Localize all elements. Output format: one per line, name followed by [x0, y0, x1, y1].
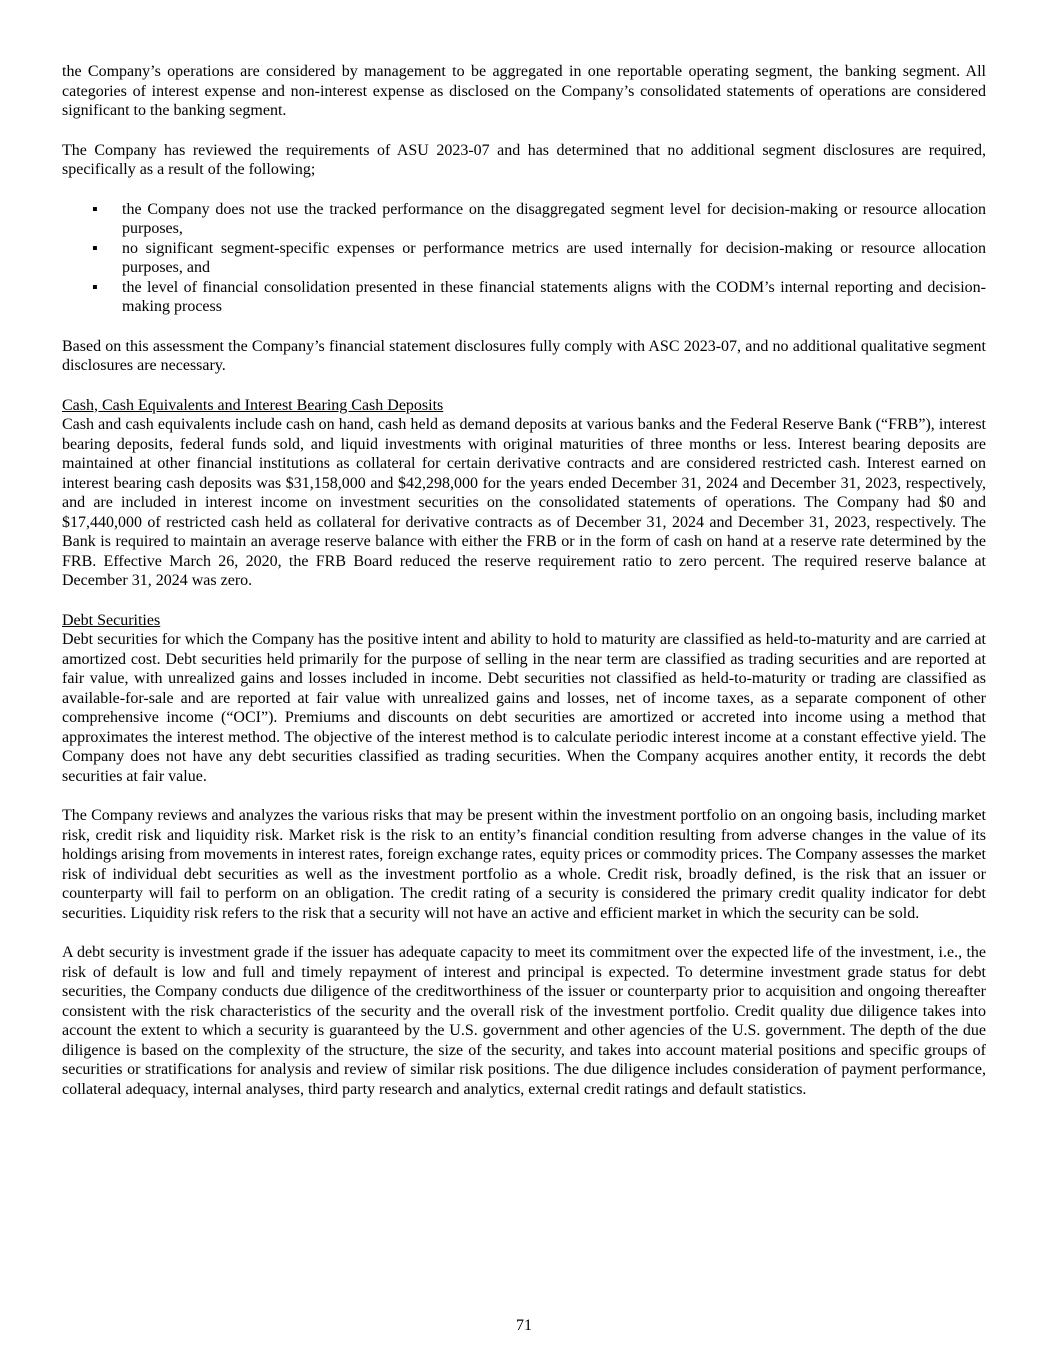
- bullet-list: [62, 200, 986, 317]
- heading-debt-securities: Debt Securities: [62, 611, 161, 629]
- page-number: 71: [516, 1316, 532, 1334]
- bullet-icon: ▪: [92, 239, 98, 257]
- bullet-text: no significant segment-specific expenses or performance metrics are used internally for decision-making or resource allocation purposes, and: [122, 239, 986, 276]
- paragraph-investment-grade: A debt security is investment grade if the issuer has adequate capacity to meet its commitment over the expected life of the investment, i.e., the risk of default is low and full and timely repayment of interest and principal is expected. To determine investment grade status for debt securities, the Company conducts due diligence of the creditworthiness of the issuer or counterparty prior to acquisition and ongoing thereafter consistent with the risk characteristics of the security and the overall risk of the investment portfolio. Credit quality due diligence takes into account the extent to which a security is guaranteed by the U.S. government and other agencies of the U.S. government. The depth of the due diligence is based on the complexity of the structure, the size of the security, and takes into account material positions and specific groups of securities or stratifications for analysis and review of similar risk positions. The due diligence includes consideration of payment performance, collateral adequacy, internal analyses, third party research and analytics, external credit ratings and default statistics.: [62, 944, 986, 1098]
- paragraph-asu-review: The Company has reviewed the requirements of ASU 2023-07 and has determined that no additional segment disclosures are required, specifically as a result of the following;: [62, 141, 986, 178]
- bullet-icon: ▪: [92, 200, 98, 218]
- section-cash-equivalents: [62, 396, 986, 591]
- list-item: [62, 239, 986, 278]
- paragraph-cash-equivalents: Cash and cash equivalents include cash on hand, cash held as demand deposits at various banks and the Federal Reserve Bank (“FRB”), interest bearing deposits, federal funds sold, and liquid investments with original maturities of three months or less. Interest bearing deposits are maintained at other financial institutions as collateral for certain derivative contracts and are considered restricted cash. Interest earned on interest bearing cash deposits was $31,158,000 and $42,298,000 for the years ended December 31, 2024 and December 31, 2023, respectively, and are included in interest income on investment securities on the consolidated statements of operations. The Company had $0 and $17,440,000 of restricted cash held as collateral for derivative contracts as of December 31, 2024 and December 31, 2023, respectively. The Bank is required to maintain an average reserve balance with either the FRB or in the form of cash on hand at a reserve rate determined by the FRB. Effective March 26, 2020, the FRB Board reduced the reserve requirement ratio to zero percent. The required reserve balance at December 31, 2024 was zero.: [62, 416, 986, 589]
- bullet-text: the level of financial consolidation presented in these financial statements aligns with the CODM’s internal reporting and decision-making process: [122, 278, 986, 315]
- bullet-text: the Company does not use the tracked performance on the disaggregated segment level for decision-making or resource allocation purposes,: [122, 200, 986, 237]
- bullet-icon: ▪: [92, 278, 98, 296]
- list-item: [62, 200, 986, 239]
- heading-cash-equivalents: Cash, Cash Equivalents and Interest Bearing Cash Deposits: [62, 396, 444, 414]
- paragraph-debt-securities: Debt securities for which the Company has the positive intent and ability to hold to maturity are classified as held-to-maturity and are carried at amortized cost. Debt securities held primarily for the purpose of selling in the near term are classified as trading securities and are reported at fair value, with unrealized gains and losses included in income. Debt securities not classified as held-to-maturity or trading are classified as available-for-sale and are reported at fair value with unrealized gains and losses, net of income taxes, as a separate component of other comprehensive income (“OCI”). Premiums and discounts on debt securities are amortized or accreted into income using a method that approximates the interest method. The objective of the interest method is to calculate periodic interest income at a constant effective yield. The Company does not have any debt securities classified as trading securities. When the Company acquires another entity, it records the debt securities at fair value.: [62, 631, 986, 785]
- list-item: [62, 278, 986, 317]
- paragraph-operations-segment: the Company’s operations are considered by management to be aggregated in one reportable operating segment, the banking segment. All categories of interest expense and non-interest expense as disclosed on the Company’s consolidated statements of operations are considered significant to the banking segment.: [62, 63, 986, 119]
- section-debt-securities: [62, 611, 986, 787]
- paragraph-asc-compliance: Based on this assessment the Company’s financial statement disclosures fully comply with ASC 2023-07, and no additional qualitative segment disclosures are necessary.: [62, 337, 986, 374]
- paragraph-investment-risks: The Company reviews and analyzes the various risks that may be present within the investment portfolio on an ongoing basis, including market risk, credit risk and liquidity risk. Market risk is the risk to an entity’s financial condition resulting from adverse changes in the value of its holdings arising from movements in interest rates, foreign exchange rates, equity prices or commodity prices. The Company assesses the market risk of individual debt securities as well as the investment portfolio as a whole. Credit risk, broadly defined, is the risk that an issuer or counterparty will fail to perform on an obligation. The credit rating of a security is considered the primary credit quality indicator for debt securities. Liquidity risk refers to the risk that a security will not have an active and efficient market in which the security can be sold.: [62, 807, 986, 922]
- document-body: [62, 62, 986, 1099]
